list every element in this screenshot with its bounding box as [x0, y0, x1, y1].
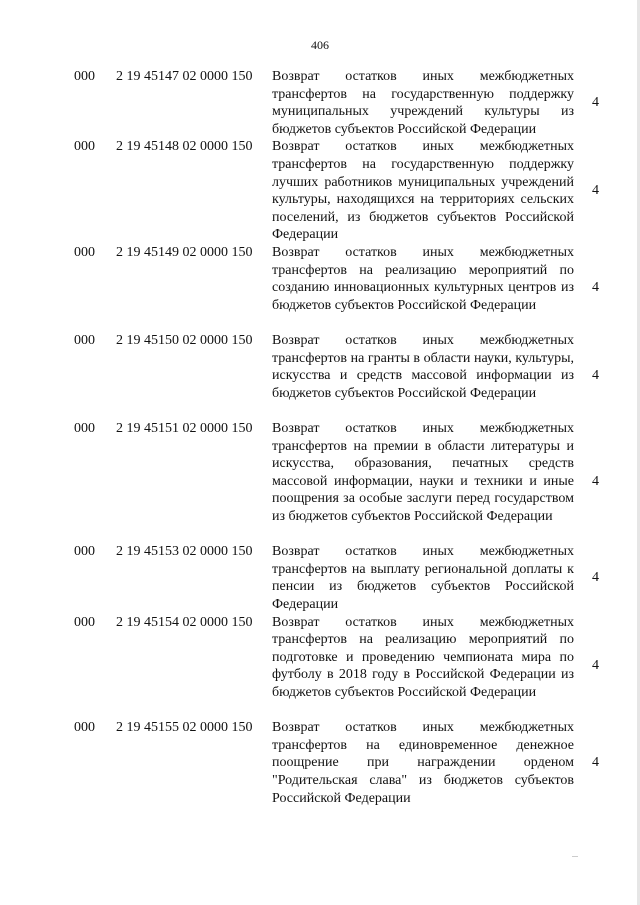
- budget-classification-code: 2 19 45154 02 0000 150: [116, 614, 253, 630]
- column-4-value: 4: [592, 95, 599, 111]
- budget-classification-code: 2 19 45148 02 0000 150: [116, 139, 253, 155]
- table-row: [0, 420, 640, 543]
- admin-code: 000: [74, 244, 95, 260]
- admin-code: 000: [74, 420, 95, 436]
- table-row: [0, 543, 640, 613]
- budget-classification-code: 2 19 45155 02 0000 150: [116, 720, 253, 736]
- budget-classification-code: 2 19 45150 02 0000 150: [116, 332, 253, 348]
- income-name: Возврат остатков иных межбюджетных трансфертов на единовременное денежное поощрение при награждении орденом "Родительская слава" из бюджетов субъектов Российской Федерации: [272, 720, 574, 806]
- table-row: [0, 244, 640, 332]
- table-row: [0, 68, 640, 138]
- page-number: 406: [311, 38, 329, 52]
- column-4-value: 4: [592, 755, 599, 771]
- column-4-value: 4: [592, 183, 599, 199]
- admin-code: 000: [74, 614, 95, 630]
- table-row: [0, 614, 640, 720]
- income-name: Возврат остатков иных межбюджетных трансфертов на реализацию мероприятий по подготовке и проведению чемпионата мира по футболу в 2018 году в Российской Федерации из бюджетов субъектов Российской Федерации: [272, 614, 574, 700]
- admin-code: 000: [74, 332, 95, 348]
- scan-mark: [572, 856, 578, 857]
- admin-code: 000: [74, 544, 95, 560]
- budget-classification-code: 2 19 45149 02 0000 150: [116, 244, 253, 260]
- column-4-value: 4: [592, 570, 599, 586]
- income-name: Возврат остатков иных межбюджетных трансфертов на государственную поддержку муниципальных учреждений культуры из бюджетов субъектов Российской Федерации: [272, 69, 574, 137]
- income-name: Возврат остатков иных межбюджетных трансфертов на реализацию мероприятий по созданию инновационных культурных центров из бюджетов субъектов Российской Федерации: [272, 244, 574, 313]
- table-row: [0, 138, 640, 244]
- column-4-value: 4: [592, 658, 599, 674]
- column-4-value: 4: [592, 368, 599, 384]
- income-name: Возврат остатков иных межбюджетных трансфертов на выплату региональной доплаты к пенсии из бюджетов субъектов Российской Федерации: [272, 544, 574, 612]
- admin-code: 000: [74, 720, 95, 736]
- budget-classification-code: 2 19 45147 02 0000 150: [116, 69, 253, 84]
- budget-code-table: [0, 68, 640, 807]
- budget-classification-code: 2 19 45151 02 0000 150: [116, 420, 253, 436]
- admin-code: 000: [74, 139, 95, 155]
- table-row: [0, 719, 640, 807]
- admin-code: 000: [74, 69, 95, 84]
- column-4-value: 4: [592, 280, 599, 296]
- column-4-value: 4: [592, 473, 599, 489]
- income-name: Возврат остатков иных межбюджетных трансфертов на государственную поддержку лучших работников муниципальных учреждений культуры, находящихся на территориях сельских поселений, из бюджетов субъектов Российской Федерации: [272, 139, 574, 243]
- income-name: Возврат остатков иных межбюджетных трансфертов на премии в области литературы и искусства, образования, печатных средств массовой информации, науки и техники и иные поощрения за особые заслуги перед государством из бюджетов субъектов Российской Федерации: [272, 420, 574, 524]
- table-row: [0, 332, 640, 420]
- budget-classification-code: 2 19 45153 02 0000 150: [116, 544, 253, 560]
- income-name: Возврат остатков иных межбюджетных трансфертов на гранты в области науки, культуры, искусства и средств массовой информации из бюджетов субъектов Российской Федерации: [272, 332, 574, 401]
